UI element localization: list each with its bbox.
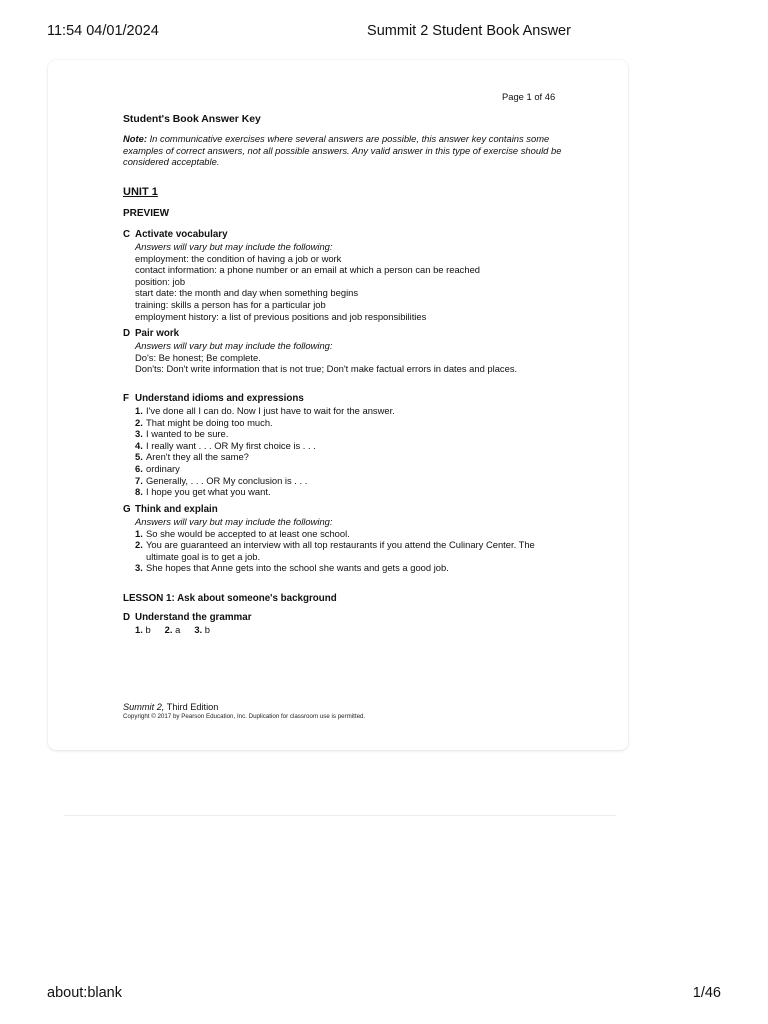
list-item [135,486,563,498]
answer-line: contact information: a phone number or an email at which a person can be reached [135,264,480,276]
list-item [135,475,563,487]
section-heading [123,612,563,624]
list-item [135,405,563,417]
item-number: 2. [164,624,173,635]
item-value: b [204,624,210,635]
answer-intro: Answers will vary but may include the following: [135,340,333,351]
item-value: b [145,624,151,635]
list-item [135,539,543,562]
print-url: about:blank [47,985,122,1001]
list-item [135,417,563,429]
answer-line: employment: the condition of having a job or work [135,252,342,264]
item-number: 3. [135,428,143,440]
print-page-count: 1/46 [692,985,721,1001]
item-number: 1. [135,624,143,635]
answer-item [165,624,181,635]
answer-line: start date: the month and day when something begins [135,287,359,299]
print-doc-title: Summit 2 Student Book Answer [367,23,571,39]
note-text: In communicative exercises where several answers are possible, this answer key contains some examples of correct answers, not all possible answers. Any valid answer in this type of exercise should be considered acceptable. [123,133,562,168]
item-number: 6. [135,462,143,474]
answer-line: Do's: Be honest; Be complete. [135,351,261,363]
item-number: 8. [135,486,143,498]
list-item [135,451,563,463]
item-number: 1. [135,527,143,539]
answer-line: Don'ts: Don't write information that is not true; Don't make factual errors in dates and places. [135,363,518,375]
section-title: Understand idioms and expressions [135,393,304,404]
note-label: Note: [123,133,147,144]
section-title: Pair work [135,328,180,339]
section-heading [123,229,563,241]
item-text: You are guaranteed an interview with all top restaurants if you attend the Culinary Center. The ultimate goal is to get a job. [146,539,535,562]
list-item [135,528,563,540]
section-letter: C [123,229,131,240]
section-title: Think and explain [135,504,218,515]
section-c [123,229,563,322]
unit-title: UNIT 1 [123,186,158,198]
answer-item [135,624,151,635]
item-number: 2. [135,539,143,551]
preview-heading: PREVIEW [123,208,170,219]
item-number: 3. [135,562,143,574]
answer-key-title: Student's Book Answer Key [123,114,261,125]
item-text: That might be doing too much. [146,416,273,428]
item-text: ordinary [146,462,180,474]
section-f [123,393,563,498]
item-text: Generally, . . . OR My conclusion is . . . [146,474,308,486]
section-heading [123,393,563,405]
copyright: Copyright © 2017 by Pearson Education, Inc. Duplication for classroom use is permitted. [123,713,366,720]
item-number: 2. [135,416,143,428]
answer-line: training: skills a person has for a particular job [135,298,326,310]
note-paragraph [123,133,563,168]
book-edition [123,702,218,712]
answer-intro: Answers will vary but may include the following: [135,516,333,527]
section-heading [123,328,563,340]
book-title: Summit 2, [123,702,165,712]
print-footer [0,985,768,1005]
answer-intro: Answers will vary but may include the following: [135,241,333,252]
section-d [123,328,563,375]
section-letter: D [123,612,131,623]
section-letter: G [123,504,131,515]
item-number: 1. [135,405,143,416]
item-text: Aren't they all the same? [146,451,249,463]
item-number: 4. [135,439,143,451]
section-lesson-d [123,612,563,635]
answer-line: employment history: a list of previous positions and job responsibilities [135,310,427,322]
list-item [135,440,563,452]
section-title: Activate vocabulary [135,229,228,240]
item-value: a [175,624,181,635]
item-number: 3. [194,624,203,635]
print-datetime: 11:54 04/01/2024 [47,23,159,39]
item-text: I've done all I can do. Now I just have to wait for the answer. [146,405,395,416]
section-g [123,504,563,574]
list-item [135,562,563,574]
list-item [135,428,563,440]
item-text: I wanted to be sure. [146,428,229,440]
next-page-edge [64,815,616,816]
item-text: I hope you get what you want. [146,486,271,498]
grammar-answers [135,624,563,635]
item-text: I really want . . . OR My first choice is . . . [146,439,316,451]
item-number: 7. [135,474,143,486]
section-heading [123,504,563,516]
list-item [135,463,563,475]
section-title: Understand the grammar [135,612,252,623]
item-text: She hopes that Anne gets into the school she wants and gets a good job. [146,562,449,574]
item-text: So she would be accepted to at least one school. [146,527,350,539]
answer-item [194,624,210,635]
lesson-title: LESSON 1: Ask about someone's background [123,593,337,604]
page-number: Page 1 of 46 [502,91,556,102]
item-number: 5. [135,451,143,463]
edition-text: Third Edition [166,702,219,712]
answer-line: position: job [135,275,186,287]
section-letter: D [123,328,131,339]
print-header [0,23,768,43]
section-letter: F [123,393,129,404]
